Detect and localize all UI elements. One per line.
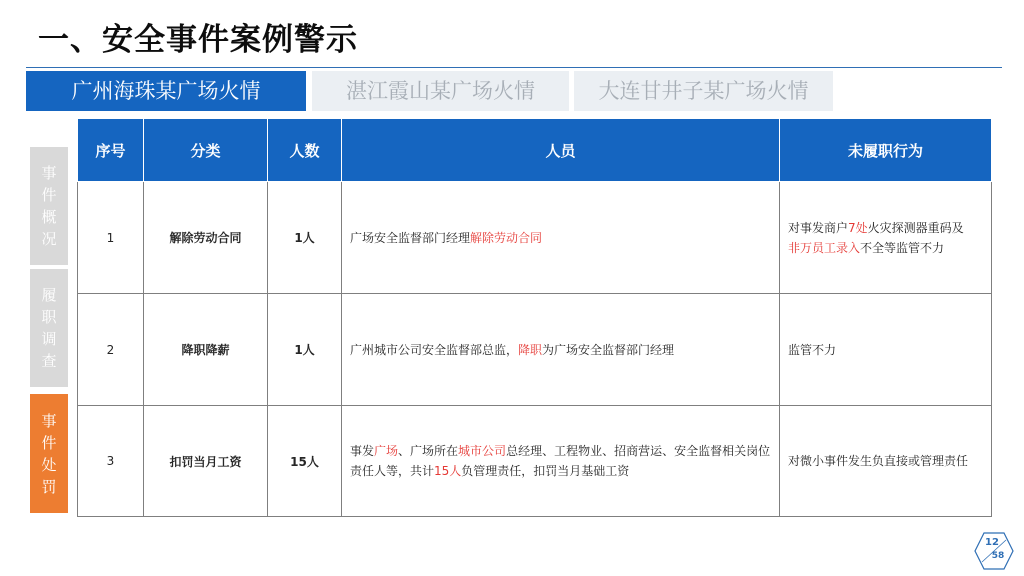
side-nav-duty-investigation[interactable]: [30, 269, 68, 387]
people-text: 总经理、工程物业、招商营运、安全监督相关岗位责任人等，共计: [350, 444, 771, 478]
people-text: 广州城市公司安全监督部总监，: [350, 342, 519, 357]
cell-category: 解除劳动合同: [144, 182, 268, 294]
side-nav-char: 事: [41, 411, 57, 430]
header-category: 分类: [144, 119, 268, 182]
table-header-row: [78, 119, 992, 182]
people-highlight: 15人: [434, 464, 462, 478]
side-nav-char: 处: [41, 455, 57, 474]
people-text: 负管理责任，扣罚当月基础工资: [461, 464, 630, 478]
tab-guangzhou-haizhu[interactable]: 广州海珠某广场火情: [26, 71, 306, 111]
side-nav-char: 履: [41, 286, 57, 304]
penalty-table: [77, 118, 992, 517]
cell-people: [342, 294, 780, 406]
cell-count: 15人: [268, 406, 342, 517]
side-nav-char: 查: [41, 352, 57, 370]
side-nav-char: 罚: [41, 477, 57, 496]
behavior-highlight: 非万员工录入: [788, 240, 861, 255]
table-row: [78, 294, 992, 406]
people-highlight: 广场: [374, 444, 399, 458]
cell-seq: 2: [78, 294, 144, 406]
behavior-text: 火灾探测器重码及: [867, 220, 964, 235]
people-highlight: 城市公司: [458, 444, 507, 458]
side-nav-char: 件: [41, 186, 57, 204]
header-behavior: 未履职行为: [780, 119, 992, 182]
people-highlight: 降职: [518, 342, 543, 357]
side-nav-char: 职: [41, 308, 57, 326]
behavior-text: 对微小事件发生负直接或管理责任: [788, 454, 969, 468]
table-row: [78, 182, 992, 294]
header-people: 人员: [342, 119, 780, 182]
side-nav-event-penalty[interactable]: [30, 394, 68, 513]
cell-people: [342, 182, 780, 294]
side-nav-char: 调: [41, 330, 57, 348]
behavior-highlight: 7处: [848, 220, 868, 235]
header-count: 人数: [268, 119, 342, 182]
people-text: 广场安全监督部门经理: [350, 230, 471, 245]
side-nav-char: 件: [41, 433, 57, 452]
tab-dalian-ganjingzi[interactable]: 大连甘井子某广场火情: [574, 71, 833, 111]
cell-count: 1人: [268, 294, 342, 406]
behavior-text: 监管不力: [788, 342, 837, 357]
header-seq: 序号: [78, 119, 144, 182]
side-nav-char: 事: [41, 164, 57, 182]
side-nav-char: 况: [41, 230, 57, 248]
behavior-text: 对事发商户: [788, 220, 849, 235]
cell-count: 1人: [268, 182, 342, 294]
cell-seq: 1: [78, 182, 144, 294]
people-text: 为广场安全监督部门经理: [542, 342, 675, 357]
cell-category: 降职降薪: [144, 294, 268, 406]
cell-behavior: [780, 182, 992, 294]
page-title: 一、安全事件案例警示: [38, 22, 358, 58]
page-current: 12: [985, 537, 999, 548]
cell-category: 扣罚当月工资: [144, 406, 268, 517]
cell-behavior: [780, 294, 992, 406]
title-divider: [26, 67, 1002, 68]
cell-seq: 3: [78, 406, 144, 517]
side-nav-char: 概: [41, 208, 57, 226]
cell-people: [342, 406, 780, 517]
table-row: [78, 406, 992, 517]
behavior-text: 不全等监管不力: [860, 240, 945, 255]
page-total: 58: [991, 551, 1005, 561]
people-text: 、广场所在: [398, 444, 459, 458]
side-nav-event-overview[interactable]: [30, 147, 68, 265]
tab-zhanjiang-xiashan[interactable]: 湛江霞山某广场火情: [312, 71, 569, 111]
people-highlight: 解除劳动合同: [470, 230, 543, 245]
people-text: 事发: [350, 444, 375, 458]
page-number-badge: [974, 532, 1014, 570]
cell-behavior: [780, 406, 992, 517]
